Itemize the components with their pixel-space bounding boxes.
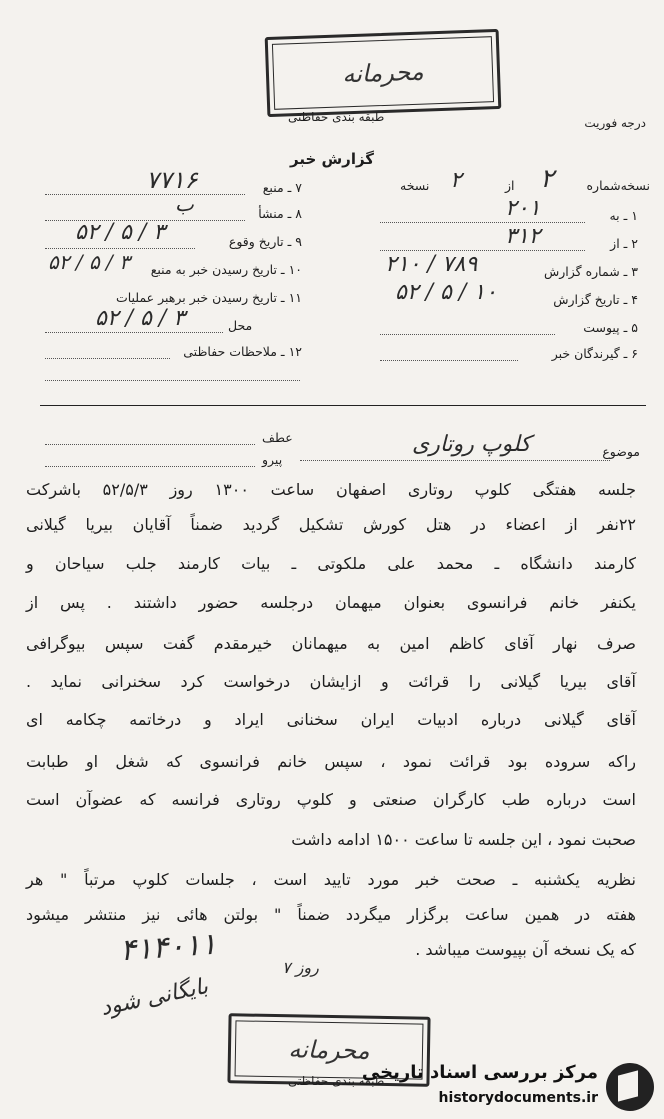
from-dots — [380, 250, 585, 251]
report-date-label: ۴ ـ تاریخ گزارش — [553, 292, 638, 307]
origin-value: ب — [175, 192, 194, 216]
source-dots — [45, 194, 245, 195]
report-title: گزارش خبر — [290, 150, 375, 168]
recipients-label: ۶ ـ گیرندگان خبر — [551, 346, 638, 361]
place-label: محل — [228, 318, 253, 333]
body-line: که یک نسخه آن بپیوست میباشد . — [415, 940, 636, 959]
body-line: نظریه یکشنبه ـ صحت خبر مورد تایید است ، جلسات کلوپ مرتباً " هر — [26, 870, 636, 889]
copy-number-value: ۲ — [540, 164, 554, 194]
received-source-label: ۱۰ ـ تاریخ رسیدن خبر به منبع — [150, 262, 302, 277]
received-ops-value: ۵۲ / ۵ / ۳ — [95, 306, 186, 331]
ref-dots — [45, 444, 255, 445]
to-label: ۱ ـ به — [609, 208, 638, 223]
recipients-dots — [380, 360, 518, 361]
event-date-label: ۹ ـ تاریخ وقوع — [228, 234, 302, 249]
classification-label-bottom: طبقه بندی حفاظتی — [288, 1074, 385, 1088]
security-notes-label: ۱۲ ـ ملاحظات حفاظتی — [183, 344, 302, 359]
subject-value: کلوپ روتاری — [412, 432, 531, 457]
report-date-value: ۵۲ / ۵ / ۱۰ — [395, 280, 497, 305]
origin-label: ۸ ـ منشأ — [258, 206, 302, 221]
body-line: کارمند دانشگاه ـ محمد علی ملکوتی ـ بیات کارمند جلب سیاحان و — [26, 554, 636, 573]
priority-label: درجه فوریت — [584, 116, 646, 130]
received-ops-label: ۱۱ ـ تاریخ رسیدن خبر برهبر عملیات — [115, 290, 302, 305]
subject-dots — [300, 460, 610, 461]
body-line: یکنفر خانم فرانسوی بعنوان میهمان درجلسه حضور داشتند . پس از — [26, 593, 636, 612]
source-value: ۷۷۱۶ — [146, 166, 198, 194]
subject-label: موضوع — [602, 444, 640, 459]
confidential-stamp-bottom-text: محرمانه — [235, 1020, 424, 1079]
source-label: ۷ ـ منبع — [262, 180, 302, 195]
body-line: صرف نهار آقای کاظم امین به میهمانان خیرمقدم گفت سپس بیوگرافی — [26, 634, 636, 653]
event-date-value: ۵۲ / ۵ / ۳ — [75, 220, 166, 245]
followup-dots — [45, 466, 255, 467]
body-line: هفته در همین ساعت برگزار میگردد ضمناً " بولتن هائی نیز منتشر میشود — [26, 905, 636, 924]
copy-label: نسخه — [400, 178, 430, 193]
ref-label: عطف — [262, 430, 293, 445]
attachment-dots — [380, 334, 555, 335]
classification-label-top: طبقه بندی حفاظتی — [288, 110, 385, 124]
blank-row-dots — [45, 380, 300, 381]
from-label: ۲ ـ از — [610, 236, 638, 251]
report-number-label: ۳ ـ شماره گزارش — [543, 264, 638, 279]
body-line: آقای گیلانی درباره ادبیات ایران سخنانی ایراد و درخاتمه چکامه ای — [26, 710, 636, 729]
received-source-value: ۵۲ / ۵ / ۳ — [48, 250, 130, 274]
security-notes-dots — [45, 358, 170, 359]
header-divider — [40, 405, 646, 406]
body-line: است درباره طب کارگران صنعتی و کلوپ روتاری فرانسه که عضوآن است — [26, 790, 636, 809]
copy-total-value: ۲ — [450, 168, 462, 193]
confidential-stamp-text: محرمانه — [272, 36, 494, 110]
followup-label: پیرو — [262, 452, 283, 467]
handwritten-signature: بایگانی شود — [98, 973, 211, 1022]
confidential-stamp-top — [265, 29, 502, 117]
place-dots — [45, 332, 223, 333]
event-date-dots — [45, 248, 195, 249]
to-value: ۲۰۱ — [505, 196, 541, 221]
to-dots — [380, 222, 585, 223]
body-line: آقای بیریا گیلانی را قرائت و ازایشان درخواست کرد سخنرانی نماید . — [26, 672, 636, 691]
from-value: ۳۱۲ — [505, 224, 541, 249]
copy-number-label: نسخه‌شماره — [586, 178, 650, 193]
body-line: ۲۲نفر از اعضاء در هتل کورش تشکیل گردید ضمناً آقایان بیریا گیلانی — [26, 515, 636, 534]
handwritten-file-number: ۴۱۴۰۱۱ — [118, 926, 218, 969]
attachment-label: ۵ ـ پیوست — [583, 320, 638, 335]
archive-logo-icon — [606, 1063, 654, 1111]
report-number-value: ۲۱۰ / ۷۸۹ — [385, 252, 478, 277]
copy-of-label: از — [505, 178, 515, 193]
body-line: جلسه هفتگی کلوپ روتاری اصفهان ساعت ۱۳۰۰ روز ۵۲/۵/۳ باشرکت — [26, 480, 636, 499]
watermark-url: historydocuments.ir — [438, 1090, 598, 1106]
watermark-org: مرکز بررسی اسناد تاریخی — [361, 1062, 598, 1083]
body-line: صحبت نمود ، این جلسه تا ساعت ۱۵۰۰ ادامه داشت — [291, 830, 636, 849]
body-line: راکه سروده بود قرائت نمود ، سپس خانم فرانسوی که شغل او طبابت — [26, 752, 636, 771]
handwritten-note: ۷ روز — [282, 958, 319, 977]
